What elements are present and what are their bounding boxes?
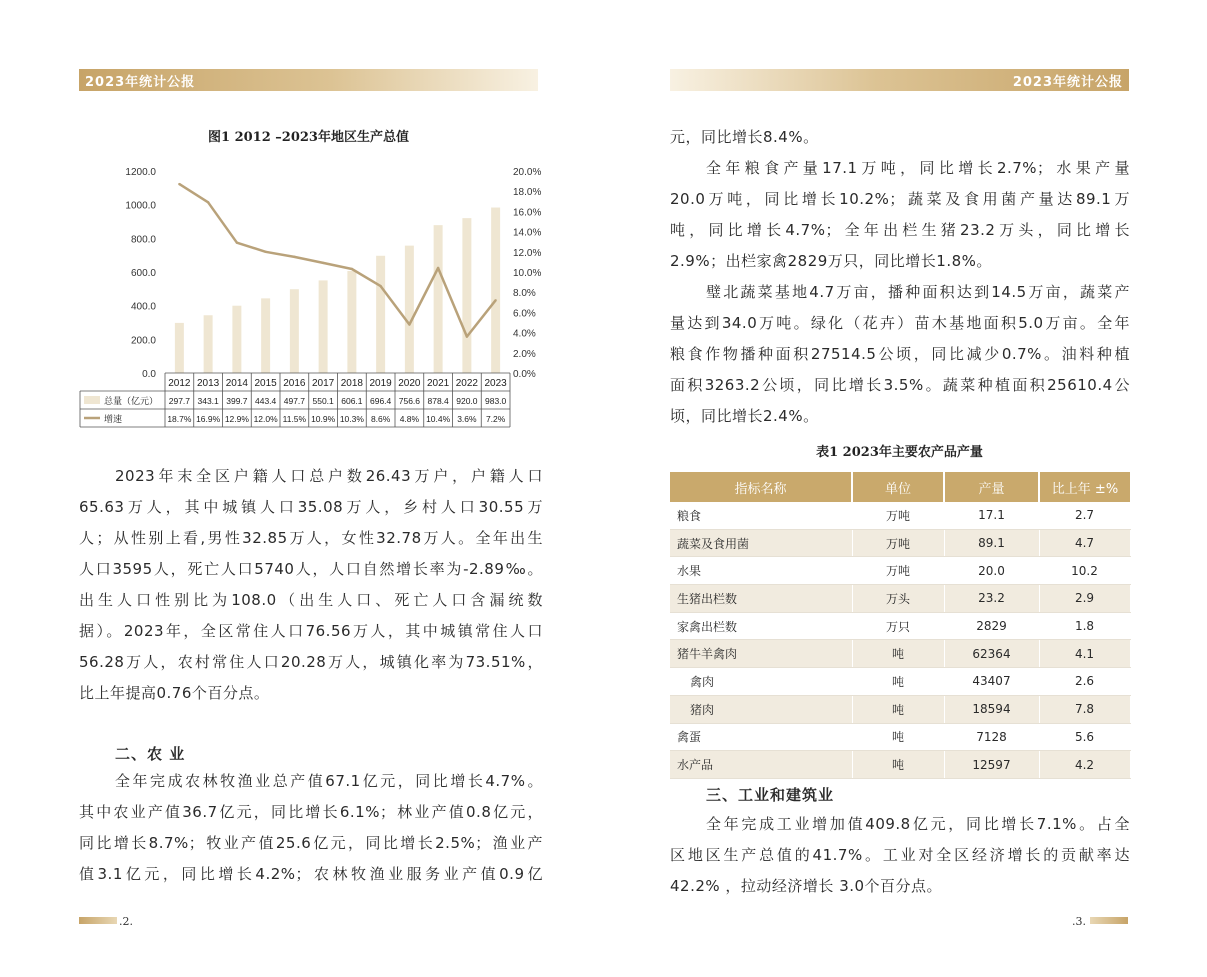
right-axis-tick-label: 18.0% bbox=[513, 187, 542, 199]
text-line: 出生人口性别比为108.0（出生人口、死亡人口含漏统数 bbox=[79, 591, 543, 609]
left-axis-tick-label: 800.0 bbox=[130, 234, 156, 246]
right-axis-tick-label: 0.0% bbox=[513, 369, 536, 380]
table-cell: 12597 bbox=[944, 751, 1039, 779]
gdp-bar bbox=[434, 225, 443, 373]
table-cell: 家禽出栏数 bbox=[670, 612, 852, 640]
agriculture-heading: 二、农 业 bbox=[115, 745, 186, 763]
gdp-bar bbox=[290, 289, 299, 373]
table-row bbox=[670, 529, 1130, 557]
table-cell: 粮食 bbox=[670, 502, 852, 529]
header-title-left: 2023年统计公报 bbox=[85, 75, 196, 90]
left-page bbox=[0, 0, 603, 977]
text-line: 人；从性别上看,男性32.85万人，女性32.78万人。全年出生 bbox=[79, 529, 543, 547]
table-cell: 23.2 bbox=[944, 585, 1039, 613]
line-data-label: 10.9% bbox=[311, 414, 336, 424]
line-data-label: 7.2% bbox=[485, 414, 506, 424]
text-line: 其中农业产值36.7亿元，同比增长6.1%；林业产值0.8亿元， bbox=[79, 803, 543, 821]
text-line: 据）。2023年，全区常住人口76.56万人，其中城镇常住人口 bbox=[79, 622, 543, 640]
right-axis-tick-label: 4.0% bbox=[513, 328, 536, 340]
line-data-label: 10.4% bbox=[426, 414, 451, 424]
x-axis-tick-label: 2017 bbox=[312, 378, 335, 389]
gdp-bar bbox=[347, 271, 356, 373]
text-line: 璧北蔬菜基地4.7万亩，播种面积达到14.5万亩，蔬菜产 bbox=[706, 283, 1130, 301]
legend-swatch-bar bbox=[84, 396, 100, 404]
right-axis-tick-label: 6.0% bbox=[513, 308, 536, 320]
gdp-chart bbox=[79, 160, 542, 432]
table-row bbox=[670, 585, 1130, 613]
left-axis-tick-label: 1200.0 bbox=[125, 167, 156, 178]
x-axis-tick-label: 2021 bbox=[427, 378, 450, 389]
header-banner-right bbox=[670, 69, 1129, 91]
table-cell: 2.6 bbox=[1039, 668, 1130, 696]
industry-paragraph bbox=[670, 809, 1130, 902]
x-axis-tick-label: 2016 bbox=[283, 378, 306, 389]
bar-data-label: 443.4 bbox=[254, 396, 277, 406]
text-line: 量达到34.0万吨。绿化（花卉）苗木基地面积5.0万亩。全年 bbox=[670, 314, 1130, 332]
x-axis-tick-label: 2012 bbox=[168, 378, 191, 389]
table-cell: 猪牛羊禽肉 bbox=[670, 640, 852, 668]
bar-data-label: 297.7 bbox=[168, 396, 191, 406]
x-axis-tick-label: 2014 bbox=[225, 378, 248, 389]
gdp-bar bbox=[405, 246, 414, 373]
header-banner-left bbox=[79, 69, 538, 91]
table-cell: 2.7 bbox=[1039, 502, 1130, 529]
text-line: 56.28万人，农村常住人口20.28万人，城镇化率为73.51%， bbox=[79, 653, 543, 671]
growth-rate-point bbox=[236, 242, 238, 244]
text-line: 粮食作物播种面积27514.5公顷，同比减少0.7%。油料种植 bbox=[670, 345, 1130, 363]
table-row bbox=[670, 751, 1130, 779]
table-cell: 吨 bbox=[852, 723, 944, 751]
growth-rate-point bbox=[466, 335, 468, 337]
table-cell: 万只 bbox=[852, 612, 944, 640]
bar-data-label: 497.7 bbox=[283, 396, 306, 406]
table-header-cell: 单位 bbox=[852, 472, 944, 502]
bar-data-label: 696.4 bbox=[369, 396, 392, 406]
gdp-bar bbox=[232, 306, 241, 373]
growth-rate-point bbox=[408, 323, 410, 325]
gdp-bar bbox=[319, 280, 328, 373]
text-line: 42.2% ，拉动经济增长 3.0个百分点。 bbox=[670, 877, 943, 895]
header-title-right: 2023年统计公报 bbox=[1012, 75, 1123, 90]
table-cell: 4.1 bbox=[1039, 640, 1130, 668]
table-header-row bbox=[670, 472, 1130, 502]
table-cell: 43407 bbox=[944, 668, 1039, 696]
table-cell: 4.7 bbox=[1039, 529, 1130, 557]
table-cell: 猪肉 bbox=[670, 695, 852, 723]
table-cell: 4.2 bbox=[1039, 751, 1130, 779]
growth-rate-point bbox=[379, 285, 381, 287]
gdp-bar bbox=[175, 323, 184, 373]
table-cell: 2829 bbox=[944, 612, 1039, 640]
bar-data-label: 878.4 bbox=[427, 396, 449, 406]
bar-data-label: 983.0 bbox=[484, 396, 507, 406]
table-title: 表1 2023年主要农产品产量 bbox=[816, 445, 983, 460]
table-cell: 吨 bbox=[852, 751, 944, 779]
left-axis-tick-label: 400.0 bbox=[130, 301, 156, 313]
legend-label-line: 增速 bbox=[104, 414, 123, 424]
text-line: 值3.1亿元，同比增长4.2%；农林牧渔业服务业产值0.9亿 bbox=[79, 865, 543, 883]
line-data-label: 12.0% bbox=[253, 414, 278, 424]
right-axis-tick-label: 8.0% bbox=[513, 288, 536, 300]
growth-rate-point bbox=[351, 268, 353, 270]
line-data-label: 4.8% bbox=[399, 414, 420, 424]
gdp-bar bbox=[462, 218, 471, 373]
page-number-right: .3. bbox=[1072, 915, 1086, 928]
right-axis-tick-label: 12.0% bbox=[513, 247, 542, 259]
x-axis-tick-label: 2023 bbox=[484, 378, 507, 389]
table-row bbox=[670, 640, 1130, 668]
growth-rate-point bbox=[178, 183, 180, 185]
bar-data-label: 343.1 bbox=[197, 396, 219, 406]
table-cell: 2.9 bbox=[1039, 585, 1130, 613]
x-axis-tick-label: 2018 bbox=[340, 378, 363, 389]
line-data-label: 18.7% bbox=[167, 414, 192, 424]
text-line: 2023年末全区户籍人口总户数26.43万户，户籍人口 bbox=[115, 467, 543, 485]
footer-bar-right bbox=[1090, 917, 1128, 924]
bar-data-label: 550.1 bbox=[312, 396, 334, 406]
growth-rate-point bbox=[207, 201, 209, 203]
table-cell: 5.6 bbox=[1039, 723, 1130, 751]
table-cell: 万吨 bbox=[852, 557, 944, 585]
gdp-bar bbox=[261, 298, 270, 373]
right-axis-tick-label: 2.0% bbox=[513, 348, 536, 360]
table-row bbox=[670, 723, 1130, 751]
table-cell: 水产品 bbox=[670, 751, 852, 779]
table-row bbox=[670, 612, 1130, 640]
gdp-bar bbox=[491, 208, 500, 373]
text-line: 比上年提高0.76个百分点。 bbox=[79, 684, 270, 702]
table-cell: 生猪出栏数 bbox=[670, 585, 852, 613]
text-line: 吨，同比增长4.7%；全年出栏生猪23.2万头，同比增长 bbox=[670, 221, 1130, 239]
table-cell: 7.8 bbox=[1039, 695, 1130, 723]
table-row bbox=[670, 668, 1130, 696]
agriculture-continued-paragraph bbox=[670, 122, 1130, 432]
text-line: 全年粮食产量17.1万吨，同比增长2.7%；水果产量 bbox=[706, 159, 1130, 177]
line-data-label: 11.5% bbox=[282, 414, 307, 424]
bar-data-label: 399.7 bbox=[226, 396, 248, 406]
table-cell: 17.1 bbox=[944, 502, 1039, 529]
table-cell: 禽蛋 bbox=[670, 723, 852, 751]
left-axis-tick-label: 600.0 bbox=[130, 268, 156, 279]
text-line: 20.0万吨，同比增长10.2%；蔬菜及食用菌产量达89.1万 bbox=[670, 190, 1130, 208]
growth-rate-point bbox=[264, 251, 266, 253]
text-line: 顷，同比增长2.4%。 bbox=[670, 407, 819, 425]
industry-heading: 三、工业和建筑业 bbox=[706, 786, 835, 804]
line-data-label: 3.6% bbox=[457, 414, 477, 424]
left-axis-tick-label: 200.0 bbox=[130, 335, 156, 347]
text-line: 全年完成工业增加值409.8亿元，同比增长7.1%。占全 bbox=[706, 815, 1130, 833]
gdp-bar bbox=[376, 256, 385, 373]
text-line: 区地区生产总值的41.7%。工业对全区经济增长的贡献率达 bbox=[670, 846, 1130, 864]
table-header-cell: 比上年 ±% bbox=[1039, 472, 1130, 502]
growth-rate-point bbox=[322, 262, 324, 264]
text-line: 元，同比增长8.4%。 bbox=[670, 128, 819, 146]
line-data-label: 16.9% bbox=[196, 414, 221, 424]
growth-rate-point bbox=[494, 299, 496, 301]
x-axis-tick-label: 2019 bbox=[369, 378, 392, 389]
population-paragraph bbox=[79, 461, 543, 709]
agriculture-paragraph bbox=[79, 766, 543, 890]
table-row bbox=[670, 557, 1130, 585]
table-header-cell: 指标名称 bbox=[670, 472, 852, 502]
right-axis-tick-label: 20.0% bbox=[513, 167, 542, 178]
left-axis-tick-label: 1000.0 bbox=[125, 200, 156, 212]
footer-bar-left bbox=[79, 917, 117, 924]
line-data-label: 10.3% bbox=[339, 414, 364, 424]
left-axis-tick-label: 0.0 bbox=[142, 369, 156, 380]
right-axis-tick-label: 16.0% bbox=[513, 207, 542, 219]
table-cell: 1.8 bbox=[1039, 612, 1130, 640]
x-axis-tick-label: 2013 bbox=[197, 378, 220, 389]
text-line: 65.63万人，其中城镇人口35.08万人，乡村人口30.55万 bbox=[79, 498, 543, 516]
x-axis-tick-label: 2015 bbox=[254, 378, 277, 389]
table-cell: 89.1 bbox=[944, 529, 1039, 557]
right-page bbox=[604, 0, 1207, 977]
gdp-bar bbox=[204, 315, 213, 373]
table-cell: 吨 bbox=[852, 640, 944, 668]
page-number-left: .2. bbox=[119, 915, 133, 928]
table-row bbox=[670, 695, 1130, 723]
growth-rate-point bbox=[293, 256, 295, 258]
table-cell: 万头 bbox=[852, 585, 944, 613]
right-axis-tick-label: 14.0% bbox=[513, 227, 542, 239]
table-cell: 7128 bbox=[944, 723, 1039, 751]
x-axis-tick-label: 2020 bbox=[398, 378, 421, 389]
table-cell: 吨 bbox=[852, 695, 944, 723]
legend-label-bar: 总量（亿元） bbox=[104, 396, 159, 406]
x-axis-tick-label: 2022 bbox=[455, 378, 478, 389]
table-cell: 18594 bbox=[944, 695, 1039, 723]
text-line: 全年完成农林牧渔业总产值67.1亿元，同比增长4.7%。 bbox=[115, 772, 543, 790]
table-cell: 10.2 bbox=[1039, 557, 1130, 585]
text-line: 面积3263.2公顷，同比增长3.5%。蔬菜种植面积25610.4公 bbox=[670, 376, 1130, 394]
table-cell: 蔬菜及食用菌 bbox=[670, 529, 852, 557]
table-cell: 水果 bbox=[670, 557, 852, 585]
bar-data-label: 920.0 bbox=[456, 396, 478, 406]
line-data-label: 8.6% bbox=[370, 414, 391, 424]
bar-data-label: 756.6 bbox=[398, 396, 421, 406]
table-cell: 吨 bbox=[852, 668, 944, 696]
bar-data-label: 606.1 bbox=[341, 396, 363, 406]
table-cell: 62364 bbox=[944, 640, 1039, 668]
text-line: 同比增长8.7%；牧业产值25.6亿元，同比增长2.5%；渔业产 bbox=[79, 834, 543, 852]
right-axis-tick-label: 10.0% bbox=[513, 268, 542, 279]
agri-products-table bbox=[670, 472, 1131, 779]
table-row bbox=[670, 502, 1130, 529]
table-cell: 万吨 bbox=[852, 529, 944, 557]
text-line: 2.9%；出栏家禽2829万只，同比增长1.8%。 bbox=[670, 252, 992, 270]
growth-rate-line bbox=[179, 184, 495, 337]
growth-rate-point bbox=[437, 267, 439, 269]
figure-title: 图1 2012 –2023年地区生产总值 bbox=[208, 130, 409, 145]
table-cell: 20.0 bbox=[944, 557, 1039, 585]
line-data-label: 12.9% bbox=[224, 414, 249, 424]
text-line: 人口3595人，死亡人口5740人，人口自然增长率为-2.89‰。 bbox=[79, 560, 543, 578]
table-cell: 禽肉 bbox=[670, 668, 852, 696]
table-header-cell: 产量 bbox=[944, 472, 1039, 502]
table-cell: 万吨 bbox=[852, 502, 944, 529]
